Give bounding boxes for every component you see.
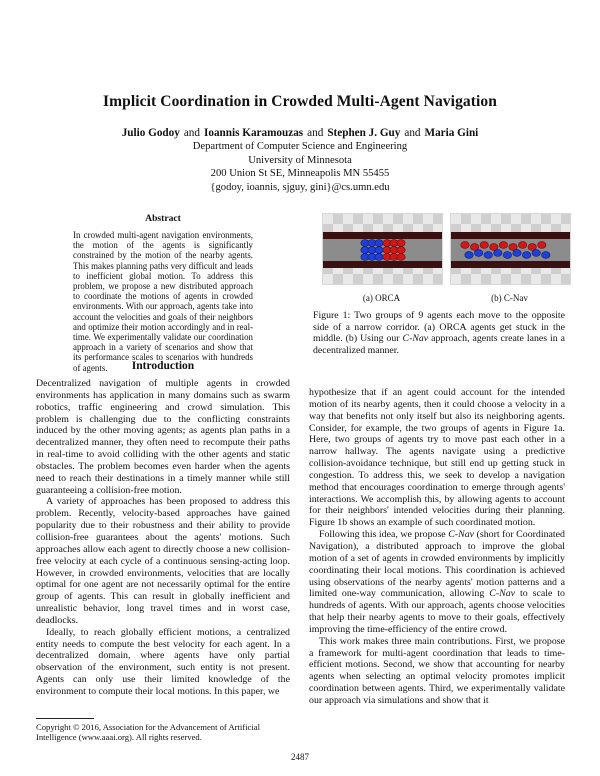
floor-tile	[531, 214, 541, 224]
caption-text: Figure 1: Two groups of 9 agents each move to the opposite side of a narrow corridor. (a) ORCA agents get stuck in the middle. (b) Using our	[313, 310, 565, 345]
floor-tile	[383, 214, 393, 224]
floor-tile	[323, 214, 333, 224]
floor-tile	[433, 214, 442, 224]
author-names	[0, 126, 600, 140]
blue-agent	[484, 252, 492, 259]
author-separator: and	[404, 127, 421, 139]
corridor-wall	[323, 232, 442, 239]
blue-agent	[532, 250, 540, 257]
floor-tile	[373, 274, 383, 284]
blue-agent	[375, 247, 383, 254]
blue-agent	[465, 252, 473, 259]
floor-tile	[343, 274, 353, 284]
blue-agent	[542, 252, 550, 259]
blue-agent	[494, 250, 502, 257]
paragraph: A variety of approaches has been proposed to address this problem. Recently, velocity-based approaches have gained popularity due to their robustness and their ability to provide collision-free guarantees about the agents' motions. Such approaches allow each agent to directly choose a new collision-free velocity at each cycle of a continuous sensing-acting loop. However, in crowded environments, velocities that are locally optimal for one agent are not necessarily optimal for the entire group of agents. This can result in globally inefficient and unrealistic behavior, long travel times and in worst case, deadlocks.	[36, 496, 290, 626]
floor-tile	[423, 214, 433, 224]
floor-tile	[501, 214, 511, 224]
right-column-body	[309, 387, 565, 707]
affiliation-line: University of Minnesota	[248, 154, 352, 166]
floor-tile	[461, 214, 471, 224]
introduction-heading: Introduction	[131, 360, 195, 372]
floor-tile	[521, 214, 531, 224]
red-agent	[397, 247, 405, 254]
caption-text: approach, agents create lanes in a decentralized manner.	[313, 333, 565, 356]
abstract-text: In crowded multi-agent navigation environments, the motion of the agents is significantly constrained by the motion of the nearby agents. This makes planning paths very difficult and leads to inefficient global motion. To address this problem, we propose a new distributed approach to coordinate the motions of agents in crowded environments. With our approach, agents take into account the velocities and goals of their neighbors and optimize their motion accordingly and in real-time. We experimentally validate our coordination approach in a variety of scenarios and show that its performance scales to scenarios with hundreds of agents.	[73, 230, 253, 373]
blue-agent	[474, 250, 482, 257]
floor-tile	[541, 214, 551, 224]
abstract-heading: Abstract	[145, 213, 181, 224]
floor-tile	[423, 274, 433, 284]
floor-tile	[403, 274, 413, 284]
page-number: 2487	[291, 752, 309, 762]
floor-tile	[403, 214, 413, 224]
introduction-body	[36, 378, 290, 698]
author-name: Maria Gini	[424, 127, 479, 139]
floor-tile	[491, 214, 501, 224]
floor-tile	[551, 214, 561, 224]
blue-agent	[522, 252, 530, 259]
blue-agent	[503, 252, 511, 259]
floor-tile	[471, 274, 481, 284]
author-separator: and	[183, 127, 200, 139]
floor-tile	[501, 274, 511, 284]
text-run: (short for Coordinated Navigation), a distributed approach to improve the global motion of a set of agents in crowded environments by implicitly coordinating their local motions. This coordination is achieved using observations of the nearby agents' motion patterns and a limited one-way communication, allowing	[309, 529, 565, 600]
red-agent	[538, 242, 546, 249]
caption-method-name: C-Nav	[402, 333, 429, 345]
floor-tile	[551, 274, 561, 284]
floor-tile	[413, 274, 423, 284]
floor-tile	[481, 214, 491, 224]
floor-tile	[491, 274, 501, 284]
paragraph: This work makes three main contributions. First, we propose a framework for multi-agent coordination that leads to time-efficient motions. Second, we show that accounting for nearby agents when selecting an optimal velocity promotes implicit coordination between agents. Third, we experimentally validate our approach via simulations and show that it	[309, 635, 565, 706]
floor-tile	[531, 274, 541, 284]
red-agent	[480, 242, 488, 249]
floor-tile	[383, 274, 393, 284]
blue-agent	[513, 250, 521, 257]
red-agent	[397, 254, 405, 261]
red-agent	[397, 240, 405, 247]
paragraph: hypothesize that if an agent could account for the intended motion of its nearby agents, then it could choose a velocity in a way that benefits not only itself but also its neighboring agents. Consider, for example, the two groups of agents in Figure 1a. Here, two groups of agents try to move past each other in a narrow hallway. The agents navigate using a predictive collision-avoidance technique, but still end up getting stuck in congestion. To address this, we seek to develop a navigation method that encourages coordination to emerge through agents' interactions. We accomplish this, by allowing agents to account for their neighbors' intended velocities during their planning. Figure 1b shows an example of such coordinated motion.	[309, 387, 565, 529]
floor-tile	[353, 274, 363, 284]
text-run: Following this idea, we propose	[319, 529, 449, 541]
blue-agent	[375, 240, 383, 247]
corridor-wall	[451, 261, 570, 268]
method-name: C-Nav	[448, 529, 475, 541]
floor-tile	[521, 274, 531, 284]
floor-tile	[433, 274, 442, 284]
author-emails: {godoy, ioannis, sjguy, gini}@cs.umn.edu	[210, 181, 390, 193]
blue-agent	[375, 254, 383, 261]
floor-tile	[343, 214, 353, 224]
orca-simulation-image	[323, 214, 442, 284]
method-name: C-Nav	[489, 588, 516, 600]
copyright-notice: Copyright © 2016, Association for the Advancement of Artificial Intelligence (www.aaai.org). All rights reserved.	[36, 722, 260, 743]
floor-tile	[333, 214, 343, 224]
floor-tile	[373, 214, 383, 224]
floor-tile	[561, 214, 570, 224]
paper-title: Implicit Coordination in Crowded Multi-Agent Navigation	[102, 93, 498, 110]
floor-tile	[451, 214, 461, 224]
floor-tile	[353, 214, 363, 224]
author-name: Stephen J. Guy	[327, 127, 401, 139]
author-name: Julio Godoy	[121, 127, 180, 139]
floor-tile	[363, 214, 373, 224]
figure-panel-cnav	[450, 213, 571, 285]
floor-tile	[511, 214, 521, 224]
corridor-wall	[323, 261, 442, 268]
affiliation-line: Department of Computer Science and Engineering	[192, 141, 408, 152]
floor-tile	[451, 274, 461, 284]
paragraph: Ideally, to reach globally efficient motions, a centralized entity needs to compute the best velocity for each agent. In a decentralized domain, where agents have only partial observation of the environment, such entity is not present. Agents can only use their limited knowledge of the environment to compute their local motions. In this paper, we	[36, 626, 290, 697]
red-agent	[461, 242, 469, 249]
subfigure-label-a: (a) ORCA	[362, 293, 401, 303]
floor-tile	[461, 274, 471, 284]
footnote-divider	[36, 718, 94, 719]
author-block	[0, 126, 600, 194]
cnav-simulation-image	[451, 214, 570, 284]
author-name: Ioannis Karamouzas	[204, 127, 304, 139]
floor-tile	[393, 214, 403, 224]
corridor-wall	[451, 232, 570, 239]
red-agent	[499, 242, 507, 249]
subfigure-label-b: (b) C-Nav	[491, 293, 528, 303]
affiliation-line: 200 Union St SE, Minneapolis MN 55455	[210, 168, 390, 180]
floor-tile	[393, 274, 403, 284]
floor-tile	[511, 274, 521, 284]
floor-tile	[333, 274, 343, 284]
floor-tile	[363, 274, 373, 284]
floor-tile	[413, 214, 423, 224]
paragraph	[309, 529, 565, 636]
floor-tile	[481, 274, 491, 284]
text-run: to scale to hundreds of agents. With our approach, agents choose velocities that help their nearby agents to move to their goals, effectively improving the time-efficiency of the entire crowd.	[309, 588, 565, 635]
paragraph: Decentralized navigation of multiple agents in crowded environments has application in many domains such as swarm robotics, traffic engineering and crowd simulation. This problem is challenging due to the conflicting constraints induced by the other moving agents; as agents plan paths in a decentralized manner, they often need to recompute their paths in real-time to avoid colliding with the other agents and static obstacles. The problem becomes even harder when the agents need to reach their destinations in a timely manner while still guaranteeing a collision-free motion.	[36, 378, 290, 496]
author-separator: and	[307, 127, 324, 139]
floor-tile	[323, 274, 333, 284]
floor-tile	[561, 274, 570, 284]
floor-tile	[541, 274, 551, 284]
red-agent	[518, 242, 526, 249]
figure-caption	[313, 310, 565, 356]
floor-tile	[471, 214, 481, 224]
figure-panel-orca	[322, 213, 443, 285]
